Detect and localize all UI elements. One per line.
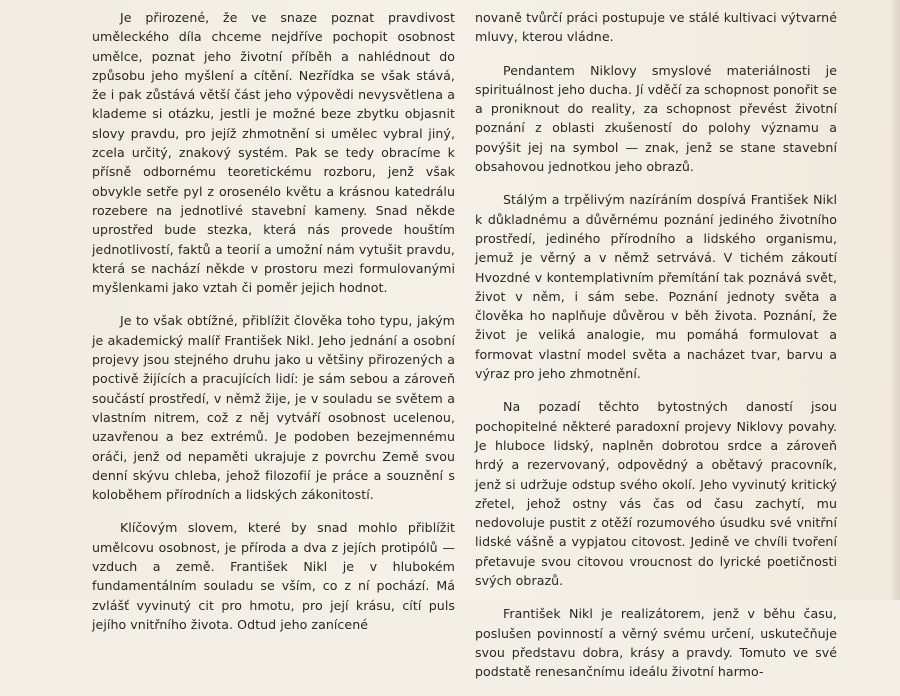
paragraph-right-4: Na pozadí těchto bytostných daností jsou pochopitelné některé paradoxní projevy Niklovy povahy. Je hluboce lidský, naplněn dobrotou srdce a zároveň hrdý a rezervovaný, odpovědný a obětavý pracovník, jenž si udržuje odstup svého okolí. Jeho vyvinutý kritický zřetel, jehož ostny vás čas od času zachytí, mu nedovoluje pustit z otěží rozumového úsudku své vnitřní lidské vášně a vypjatou citovost. Jedině ve chvíli tvoření přetavuje svou citovou vroucnost do lyrické poetičnosti svých obrazů. (475, 399, 837, 589)
paragraph-left-3: Klíčovým slovem, které by snad mohlo přiblížit umělcovu osobnost, je příroda a dva z jejích protipólů — vzduch a země. František Nikl je v hlubokém fundamentálním souladu se vším, co z ní pochází. Má zvlášť vyvinutý cit pro hmotu, pro její krásu, cítí puls jejího vnitřního života. Odtud jeho zanícené (92, 520, 455, 632)
paragraph-right-3: Stálým a trpělivým nazíráním dospívá František Nikl k důkladnému a důvěrnému poznání jediného životního prostředí, jediného přírodního a lidského organismu, jemuž je věrný a v němž setrvává. V tichém zákoutí Hvozdné v kontemplativním přemítání tak poznává svět, život v něm, i sám sebe. Poznání jednoty světa a člověka ho naplňuje důvěrou v běh života. Poznání, že život je veliká analogie, mu pomáhá formulovat a formovat vlastní model světa a nacházet tvar, barvu a výraz pro jeho zhmotnění. (475, 192, 837, 382)
paragraph-right-5: František Nikl je realizátorem, jenž v běhu času, poslušen povinností a věrný svému určení, uskutečňuje svou představu dobra, krásy a pravdy. Tomuto ve své podstatě renesančnímu ideálu životní harmo- (475, 606, 837, 680)
right-column (475, 8, 837, 696)
page-edge-shadow (892, 0, 900, 600)
left-column (92, 8, 455, 648)
paragraph-right-1: novaně tvůrčí práci postupuje ve stálé kultivaci výtvarné mluvy, kterou vládne. (475, 10, 837, 45)
paragraph-left-2: Je to však obtížné, přiblížit člověka toho typu, jakým je akademický malíř František Nikl. Jeho jednání a osobní projevy jsou stejného druhu jako u většiny přirozených a poctivě žijících a pracujících lidí: je sám sebou a zároveň součástí prostředí, v němž žije, je v souladu se světem a vlastním nitrem, což z něj vytváří osobnost ucelenou, uzavřenou a bez extrémů. Je podoben bezejmennému oráči, jenž od nepaměti ukrajuje z povrchu Země svou denní skývu chleba, jehož filozofií je práce a souznění s koloběhem přírodních a lidských zákonitostí. (92, 313, 455, 503)
paragraph-right-2: Pendantem Niklovy smyslové materiálnosti je spirituálnost jeho ducha. Jí vděčí za schopnost ponořit se a proniknout do reality, za schopnost převést životní poznání z oblasti zkušeností do polohy významu a povýšit jej na symbol — znak, jenž se stane stavební obsahovou jednotkou jeho obrazů. (475, 62, 837, 175)
paragraph-left-1: Je přirozené, že ve snaze poznat pravdivost uměleckého díla chceme nejdříve pochopit osobnost umělce, poznat jeho životní příběh a nahlédnout do způsobu jeho myšlení a cítění. Nezřídka se však stává, že i pak zůstává větší část jeho výpovědi nevysvětlena a klademe si otázku, jestli je možné beze zbytku objasnit slovy pravdu, pro jejíž zhmotnění si umělec vybral jiný, zcela určitý, znakový systém. Pak se tedy obracíme k přísně odbornému teoretickému rozboru, jenž však obvykle setře pyl z orosenélo květu a krásnou katedrálu rozebere na jednotlivé stavební kameny. Snad někde uprostřed bude stezka, která nás provede houštím jednotlivostí, faktů a teorií a umožní nám vytušit pravdu, která se nachází někde v prostoru mezi formulovanými myšlenkami jako vztah či poměr jejich hodnot. (92, 10, 455, 296)
